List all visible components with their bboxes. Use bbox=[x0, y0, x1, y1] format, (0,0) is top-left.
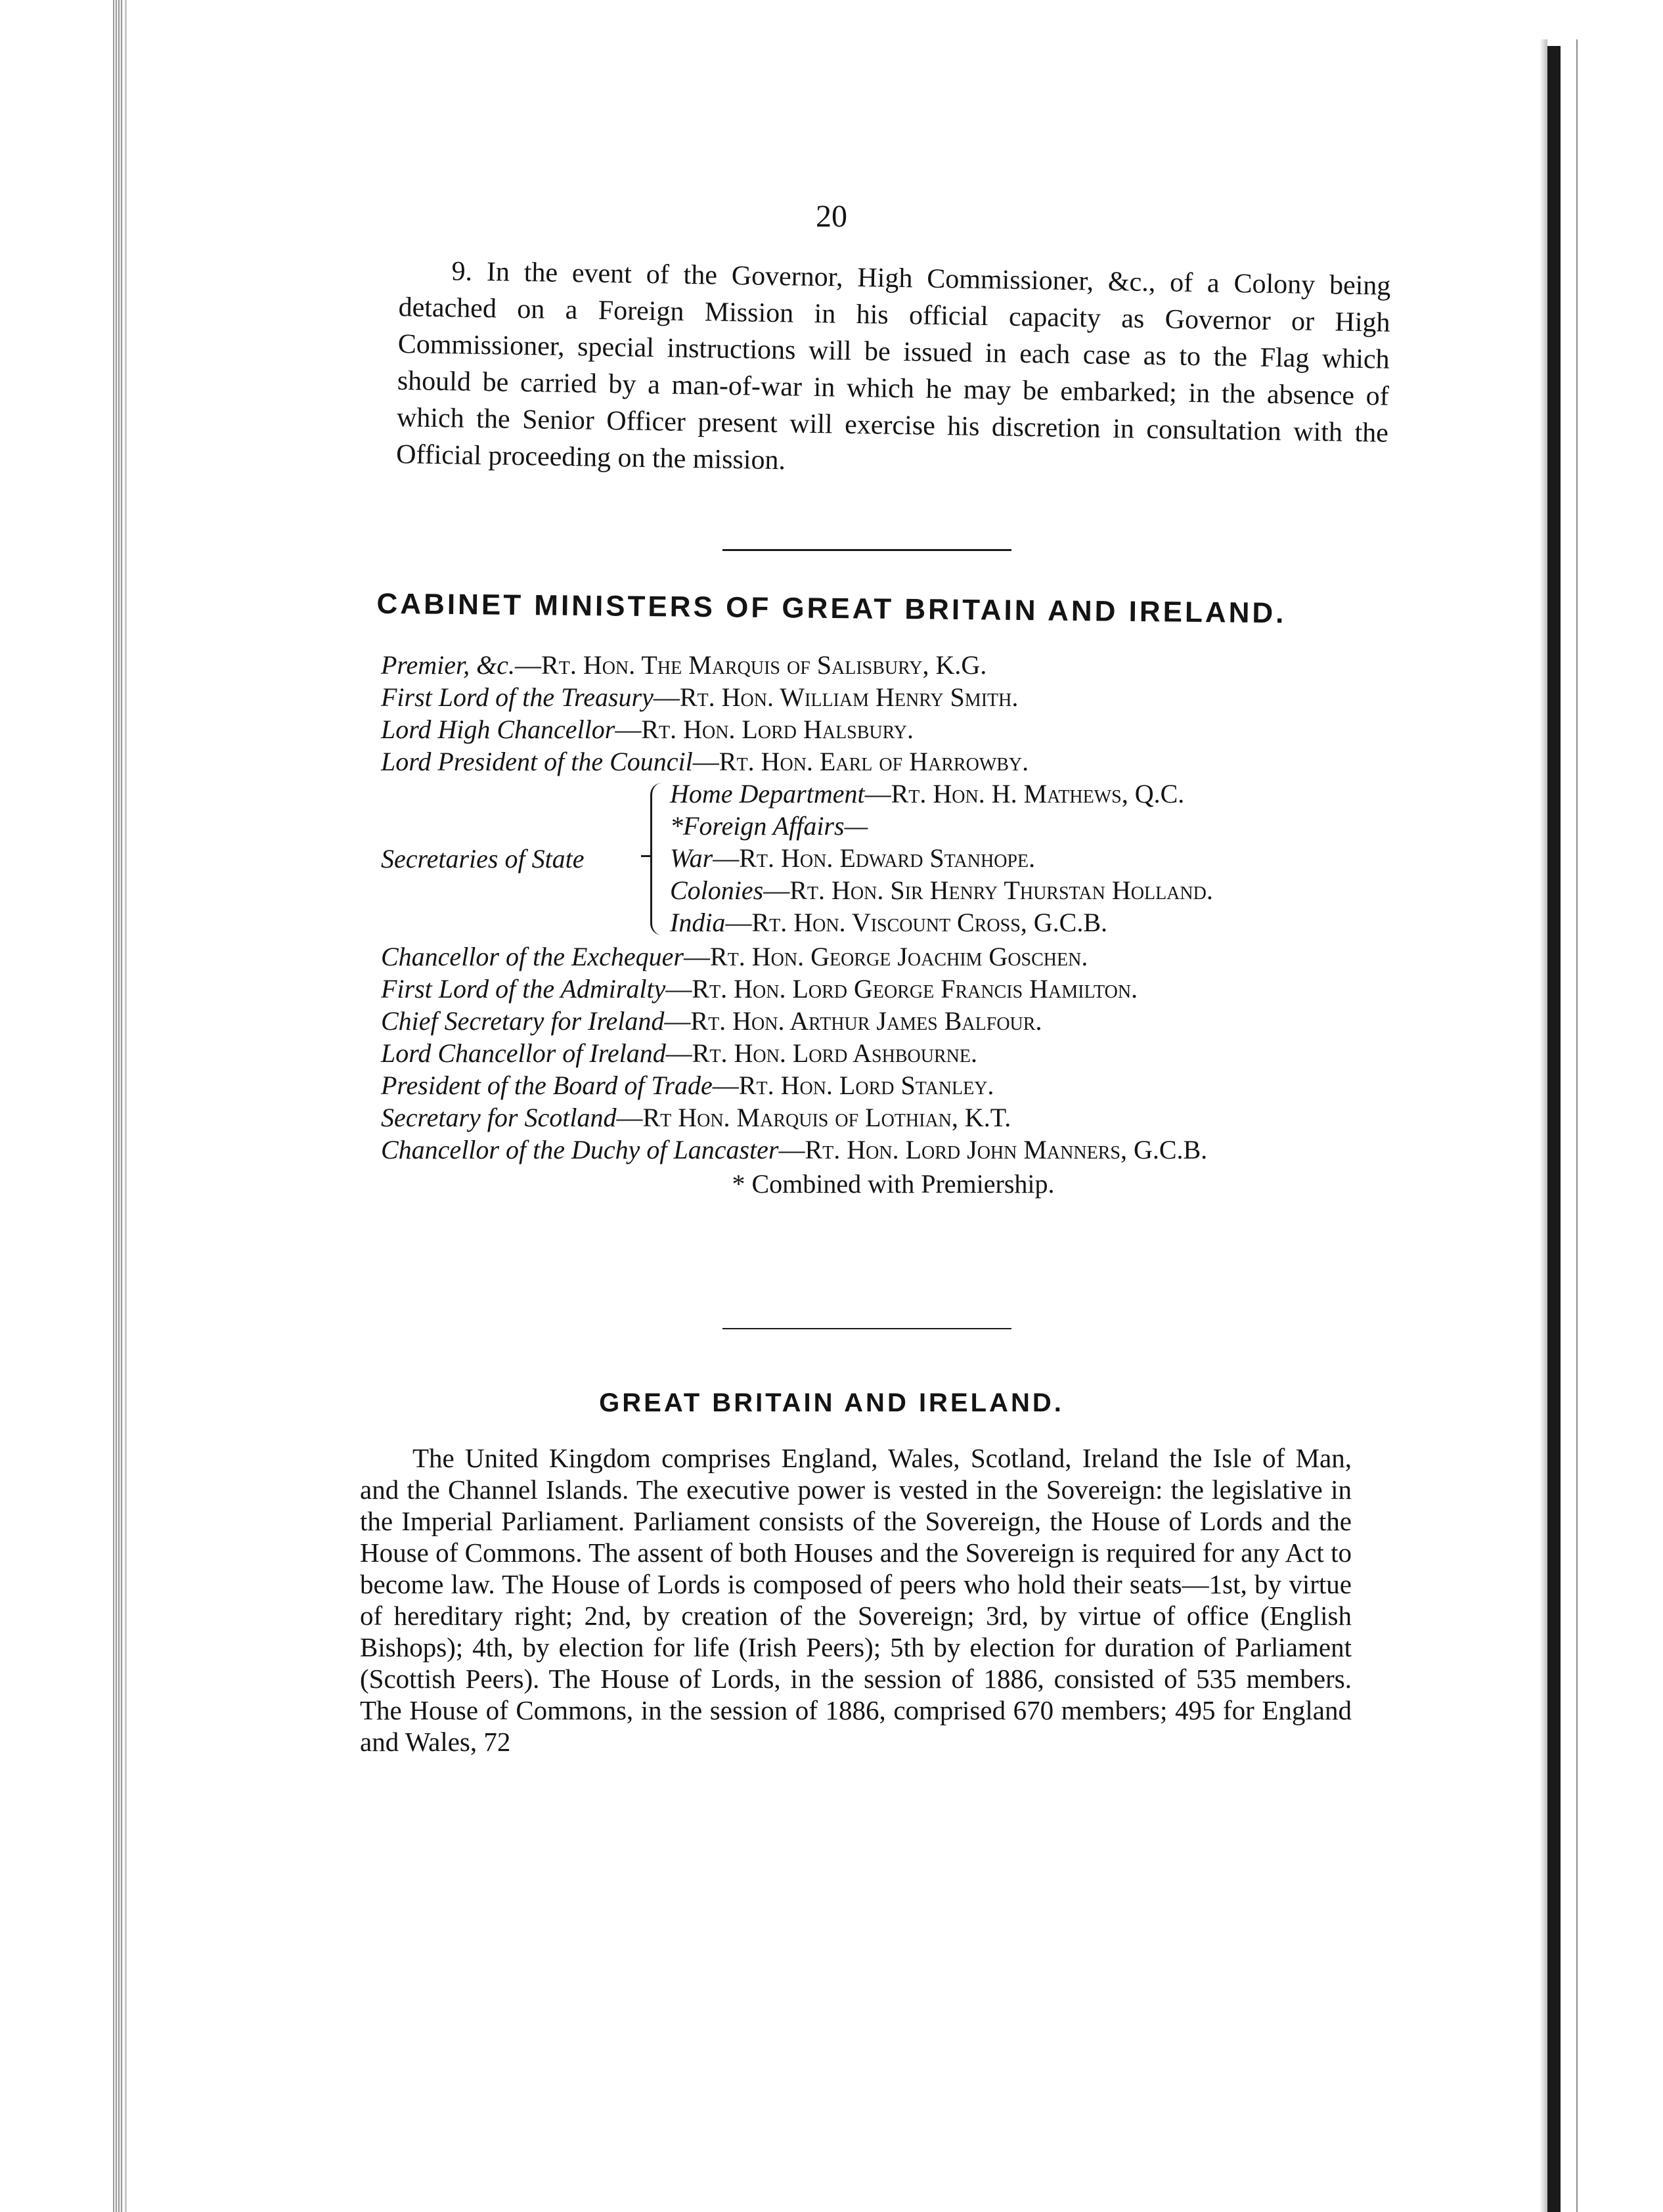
uk-paragraph bbox=[360, 1442, 1352, 1758]
minister-office: Home Department bbox=[670, 779, 865, 808]
secretaries-of-state-label: Secretaries of State bbox=[381, 844, 585, 874]
section-divider bbox=[722, 1328, 1011, 1329]
page-edge-left bbox=[113, 0, 123, 2212]
minister-row bbox=[381, 1005, 1379, 1037]
minister-office: President of the Board of Trade bbox=[381, 1071, 713, 1100]
spine-shadow bbox=[1540, 39, 1547, 2212]
minister-row bbox=[381, 1069, 1379, 1101]
minister-row bbox=[381, 649, 1379, 681]
minister-holder: —Rt. Hon. Lord Stanley. bbox=[712, 1071, 994, 1100]
minister-holder: —Rt. Hon. Edward Stanhope. bbox=[713, 843, 1036, 873]
minister-office: War bbox=[670, 843, 713, 873]
minister-office: India bbox=[670, 908, 726, 937]
minister-row bbox=[381, 745, 1379, 778]
cabinet-footnote: * Combined with Premiership. bbox=[732, 1169, 1055, 1199]
minister-holder: —Rt. Hon. Lord John Manners, G.C.B. bbox=[778, 1135, 1208, 1164]
secretaries-of-state-block bbox=[381, 778, 1379, 940]
minister-office: First Lord of the Treasury bbox=[381, 682, 654, 712]
minister-holder: —Rt. Hon. George Joachim Goschen. bbox=[683, 942, 1088, 971]
minister-holder: —Rt. Hon. Lord Ashbourne. bbox=[665, 1038, 977, 1068]
section-divider bbox=[722, 549, 1011, 551]
cabinet-list bbox=[381, 649, 1379, 1203]
minister-row bbox=[670, 842, 1213, 874]
minister-office: *Foreign Affairs— bbox=[670, 811, 868, 841]
minister-holder: —Rt. Hon. Sir Henry Thurstan Holland. bbox=[763, 875, 1213, 905]
minister-office: Chancellor of the Duchy of Lancaster bbox=[381, 1135, 779, 1164]
minister-row bbox=[381, 681, 1379, 713]
minister-row bbox=[670, 778, 1213, 810]
minister-row bbox=[670, 874, 1213, 906]
brace-tip bbox=[641, 855, 652, 857]
minister-row bbox=[381, 973, 1379, 1005]
minister-row bbox=[381, 1037, 1379, 1069]
minister-holder: —Rt. Hon. H. Mathews, Q.C. bbox=[864, 779, 1185, 808]
minister-office: Colonies bbox=[670, 875, 764, 905]
minister-row bbox=[381, 940, 1379, 973]
book-spine bbox=[1547, 46, 1561, 2212]
facing-page-edge bbox=[1576, 39, 1578, 2212]
minister-row bbox=[381, 1134, 1379, 1166]
minister-holder: —Rt. Hon. Lord Halsbury. bbox=[615, 715, 914, 744]
minister-holder: —Rt. Hon. Arthur James Balfour. bbox=[664, 1006, 1042, 1036]
brace bbox=[650, 783, 668, 935]
minister-holder: —Rt. Hon. Lord George Francis Hamilton. bbox=[665, 974, 1138, 1004]
minister-office: Chief Secretary for Ireland bbox=[381, 1006, 665, 1036]
minister-holder: —Rt. Hon. William Henry Smith. bbox=[653, 682, 1019, 712]
colony-paragraph-text: 9. In the event of the Governor, High Commissioner, &c., of a Colony being detached on a Foreign Mission in his official capacity as Governor or High Commissioner, special instructions will be issued in each case as to the Flag which should be carried by a man-of-war in which he may be embarked; in the absence of which the Senior Officer present will exercise his discretion in consultation with the Official proceeding on the mission. bbox=[395, 256, 1391, 476]
minister-row bbox=[670, 810, 1213, 842]
minister-holder: —Rt. Hon. Earl of Harrowby. bbox=[692, 747, 1029, 776]
minister-office: First Lord of the Admiralty bbox=[381, 974, 666, 1004]
page-number: 20 bbox=[816, 199, 847, 234]
colony-paragraph bbox=[396, 252, 1391, 489]
minister-office: Lord Chancellor of Ireland bbox=[381, 1038, 666, 1068]
minister-office: Chancellor of the Exchequer bbox=[381, 942, 684, 971]
minister-office: Lord President of the Council bbox=[381, 747, 693, 776]
uk-heading: GREAT BRITAIN AND IRELAND. bbox=[599, 1388, 1064, 1417]
minister-office: Premier, &c. bbox=[381, 650, 516, 680]
minister-office: Secretary for Scotland bbox=[381, 1103, 617, 1132]
page-edge-line bbox=[125, 0, 127, 2212]
cabinet-heading: CABINET MINISTERS OF GREAT BRITAIN AND IRELAND. bbox=[376, 587, 1287, 630]
minister-row bbox=[381, 713, 1379, 745]
minister-row bbox=[381, 1101, 1379, 1134]
minister-holder: —Rt. Hon. Viscount Cross, G.C.B. bbox=[725, 908, 1108, 937]
minister-holder: —Rt Hon. Marquis of Lothian, K.T. bbox=[616, 1103, 1011, 1132]
minister-holder: —Rt. Hon. The Marquis of Salisbury, K.G. bbox=[515, 650, 987, 680]
minister-row bbox=[670, 906, 1213, 939]
minister-office: Lord High Chancellor bbox=[381, 715, 615, 744]
uk-paragraph-text: The United Kingdom comprises England, Wales, Scotland, Ireland the Isle of Man, and the Channel Islands. The executive power is vested in the Sovereign: the legislative in the Imperial Parliament. Parliament consists of the Sovereign, the House of Lords and the House of Commons. The assent of both Houses and the Sovereign is required for any Act to become law. The House of Lords is composed of peers who hold their seats—1st, by virtue of hereditary right; 2nd, by creation of the Sovereign; 3rd, by virtue of office (English Bishops); 4th, by election for life (Irish Peers); 5th by election for duration of Parliament (Scottish Peers). The House of Lords, in the session of 1886, consisted of 535 members. The House of Commons, in the session of 1886, comprised 670 members; 495 for England and Wales, 72 bbox=[360, 1443, 1352, 1757]
